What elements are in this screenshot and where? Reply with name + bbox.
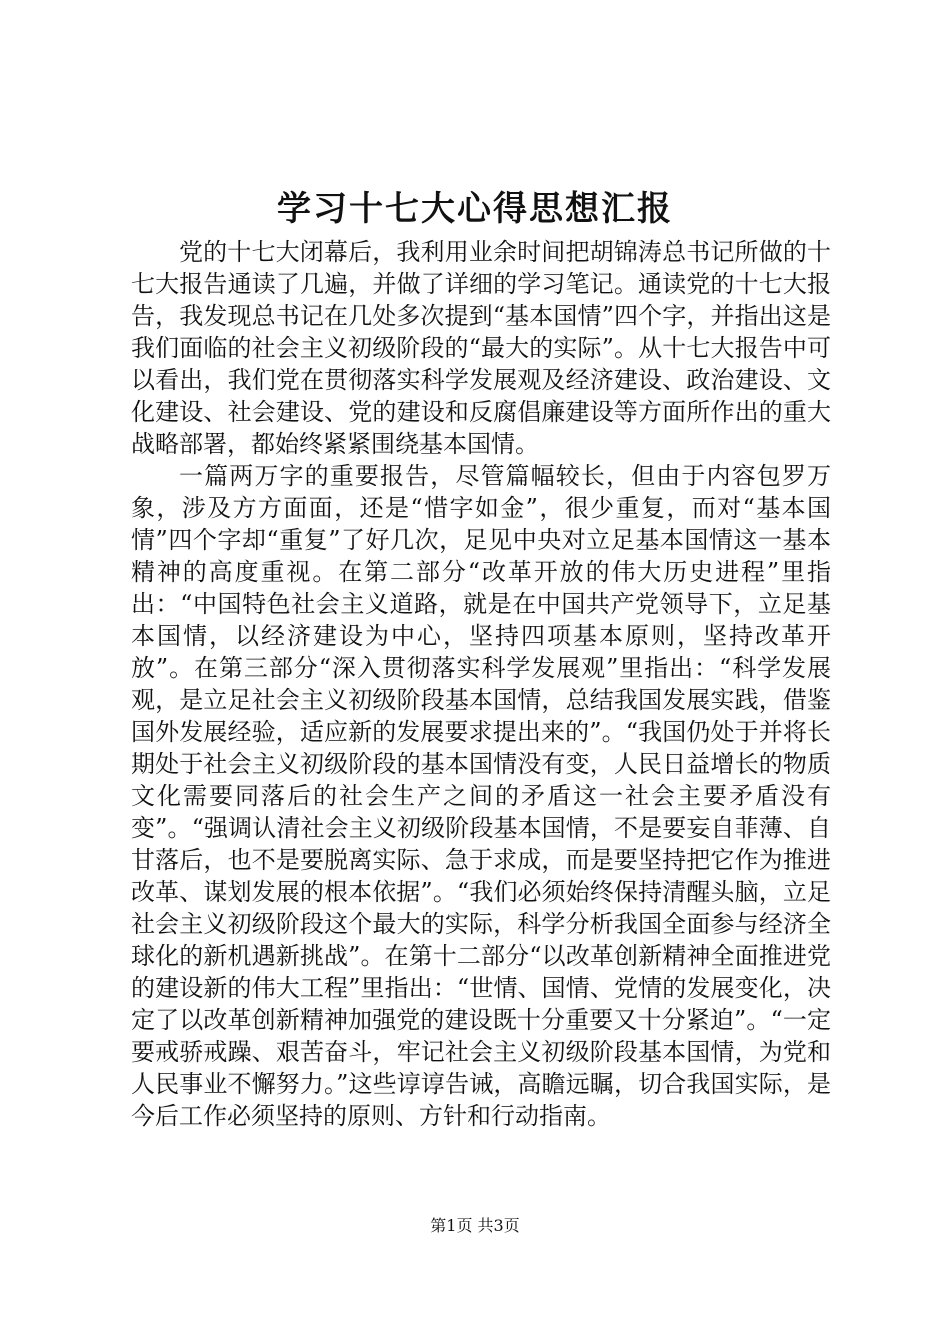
body-paragraph-2: 一篇两万字的重要报告，尽管篇幅较长，但由于内容包罗万象，涉及方方面面，还是“惜字如金”，很少重复，而对“基本国情”四个字却“重复”了好几次，足见中央对立足基本国情这一基本精神的高度重视。在第二部分“改革开放的伟大历史进程”里指出：“中国特色社会主义道路，就是在中国共产党领导下，立足基本国情，以经济建设为中心，坚持四项基本原则，坚持改革开放”。在第三部分“深入贯彻落实科学发展观”里指出：“科学发展观，是立足社会主义初级阶段基本国情，总结我国发展实践，借鉴国外发展经验，适应新的发展要求提出来的”。“我国仍处于并将长期处于社会主义初级阶段的基本国情没有变，人民日益增长的物质文化需要同落后的社会生产之间的矛盾这一社会主要矛盾没有变”。“强调认清社会主义初级阶段基本国情，不是要妄自菲薄、自甘落后，也不是要脱离实际、急于求成，而是要坚持把它作为推进改革、谋划发展的根本依据”。“我们必须始终保持清醒头脑，立足社会主义初级阶段这个最大的实际，科学分析我国全面参与经济全球化的新机遇新挑战”。在第十二部分“以改革创新精神全面推进党的建设新的伟大工程”里指出：“世情、国情、党情的发展变化，决定了以改革创新精神加强党的建设既十分重要又十分紧迫”。“一定要戒骄戒躁、艰苦奋斗，牢记社会主义初级阶段基本国情，为党和人民事业不懈努力。”这些谆谆告诫，高瞻远瞩，切合我国实际，是今后工作必须坚持的原则、方针和行动指南。 — [131, 462, 831, 1130]
document-body — [131, 236, 831, 1132]
body-paragraph-1: 党的十七大闭幕后，我利用业余时间把胡锦涛总书记所做的十七大报告通读了几遍，并做了详细的学习笔记。通读党的十七大报告，我发现总书记在几处多次提到“基本国情”四个字，并指出这是我们面临的社会主义初级阶段的“最大的实际”。从十七大报告中可以看出，我们党在贯彻落实科学发展观及经济建设、政治建设、文化建设、社会建设、党的建设和反腐倡廉建设等方面所作出的重大战略部署，都始终紧紧围绕基本国情。 — [131, 238, 831, 458]
page-footer: 第1页 共3页 — [430, 1216, 520, 1235]
document-title: 学习十七大心得思想汇报 — [277, 189, 673, 229]
